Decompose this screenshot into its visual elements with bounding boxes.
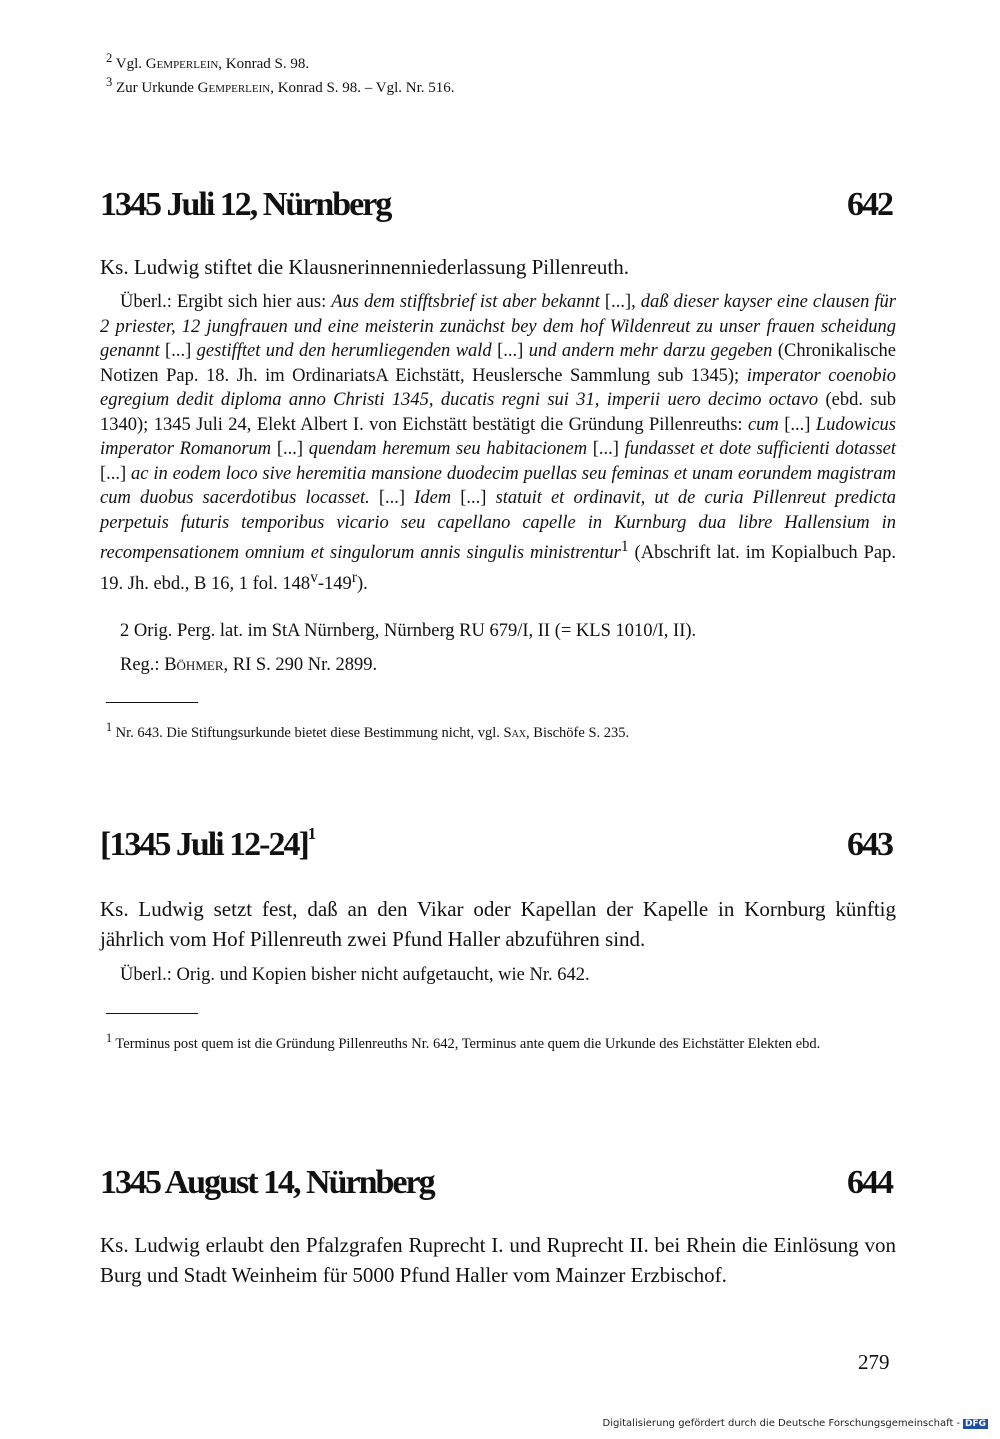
folio-verso: v [310,568,318,586]
quote-text: Idem [414,488,452,508]
entry-number: 644 [847,1164,892,1201]
quote-text: Ludowicus imperator Romanorum [100,414,896,459]
dfg-logo-icon: DFG [964,1418,986,1429]
source-reference: (Abschrift lat. im Kopialbuch Pap. 19. Jh. ebd., B 16, 1 fol. 148 [100,543,896,594]
regest-label: Reg.: [120,655,165,675]
footnote-ref: 1 [620,538,629,555]
quote-text: cum [747,414,779,435]
uberl-label: Überl.: Ergibt sich hier aus: [120,292,332,312]
footnote-divider [106,702,198,703]
dfg-notice: Digitalisierung gefördert durch die Deutsche Forschungsgemeinschaft - DFG [602,1418,986,1429]
footnote-text: Nr. 643. Die Stiftungsurkunde bietet diese Bestimmung nicht, vgl. [115,724,504,741]
page-number: 279 [858,1350,890,1374]
footnote-3 [106,72,455,98]
regest-author: Böhmer [164,655,224,675]
ellipsis: [...] [100,463,132,484]
entry-date-place: 1345 Juli 12, Nürnberg [100,186,391,223]
entry-number: 643 [847,826,892,863]
regest-reference [120,653,377,677]
folio-recto: r [351,568,357,586]
transmission-paragraph: Überl.: Orig. und Kopien bisher nicht aufgetaucht, wie Nr. 642. [120,965,590,985]
source-reference: (ebd. sub 1340); 1345 Juli 24, Elekt Albert I. von Eichstätt bestätigt die Gründung Pillenreuths: [100,390,896,435]
footnote-text: , Konrad S. 98. [218,56,310,72]
ellipsis: [...] [369,488,415,508]
entry-summary: Ks. Ludwig erlaubt den Pfalzgrafen Ruprecht I. und Ruprecht II. bei Rhein die Einlösung von Burg und Stadt Weinheim für 5000 Pfund Haller vom Mainzer Erzbischof. [100,1233,896,1287]
ellipsis: [...] [159,341,197,361]
regest-text: , RI S. 290 Nr. 2899. [223,655,378,675]
quote-text: Aus dem stifftsbrief ist aber bekannt [331,292,600,312]
ellipsis: [...] [271,439,309,459]
footnote-text: , Konrad S. 98. – Vgl. Nr. 516. [270,80,455,96]
quote-text: und andern mehr darzu gegeben [528,341,773,361]
ellipsis: [...] [451,488,496,508]
ellipsis: [...], [599,292,641,312]
footnote-number: 1 [106,720,113,734]
quote-text: statuit et ordinavit, ut de curia Pillenreut predicta perpetuis futuris temporibus vicario seu capellano capelle in Kurnburg dua libre Hallensium in recompensationem omnium et singulorum annis singulis ministrentur [100,488,896,564]
entry-heading-644 [100,1164,892,1202]
dfg-notice-text: Digitalisierung gefördert durch die Deutsche Forschungsgemeinschaft [602,1418,954,1429]
footnote-text: Vgl. [115,56,146,72]
quote-text: daß dieser kayser eine clausen für 2 priester, 12 jungfrauen und eine meisterin zunächst bey dem hof Wildenreut zu unser frauen scheidung genannt [100,292,897,361]
quote-text: ac in eodem loco sive heremitia mansione duodecim puellas seu feminas et unam eorundem magistram cum duobus sacerdotibus locasset. [100,463,896,508]
footnote-2 [106,48,309,74]
footnote-divider [106,1013,198,1014]
original-reference: 2 Orig. Perg. lat. im StA Nürnberg, Nürnberg RU 679/I, II (= KLS 1010/I, II). [120,621,697,641]
quote-text: quendam heremum seu habitacionem [308,439,588,459]
footnote-text: , Bischöfe S. 235. [526,724,630,741]
footnote-text: Zur Urkunde [116,80,198,96]
entry-date: [1345 Juli 12-24] [100,826,308,863]
quote-text: gestifftet und den herumliegenden wald [196,341,492,361]
quote-text: fundasset et dote sufficienti dotasset [624,439,896,459]
footnote-number: 2 [106,51,113,65]
entry-footnote [106,1027,896,1055]
transmission-paragraph [100,290,896,596]
quote-text: imperator coenobio egregium dedit diploma anno Christi 1345, ducatis regni sui 31, imperii uero decimo octavo [100,365,897,410]
source-reference: ). [356,573,368,594]
source-reference: (Chronikalische Notizen Pap. 18. Jh. im OrdinariatsA Eichstätt, Heuslersche Sammlung sub 1345); [100,341,896,386]
entry-number: 642 [847,186,892,223]
footnote-ref: 1 [307,823,317,843]
entry-date-place: 1345 August 14, Nürnberg [100,1164,434,1201]
footnote-number: 3 [106,75,113,89]
entry-heading-642 [100,186,892,224]
ellipsis: [...] [491,341,529,361]
entry-date-place [100,823,317,864]
footnote-number: 1 [106,1031,113,1045]
entry-summary: Ks. Ludwig setzt fest, daß an den Vikar oder Kapellan der Kapelle in Kornburg künftig jährlich vom Hof Pillenreuth zwei Pfund Haller abzuführen sind. [100,897,896,951]
footnote-author: Gemperlein [197,80,271,96]
ellipsis: [...] [587,439,625,459]
entry-summary: Ks. Ludwig stiftet die Klausnerinnenniederlassung Pillenreuth. [100,255,629,279]
footnote-text: Terminus post quem ist die Gründung Pillenreuths Nr. 642, Terminus ante quem die Urkunde des Eichstätter Elekten ebd. [115,1035,821,1052]
source-reference: -149 [317,573,352,594]
ellipsis: [...] [778,414,816,435]
footnote-author: Sax [503,724,527,741]
footnote-author: Gemperlein [145,56,219,72]
entry-heading-643 [100,823,892,864]
entry-footnote [106,716,896,744]
